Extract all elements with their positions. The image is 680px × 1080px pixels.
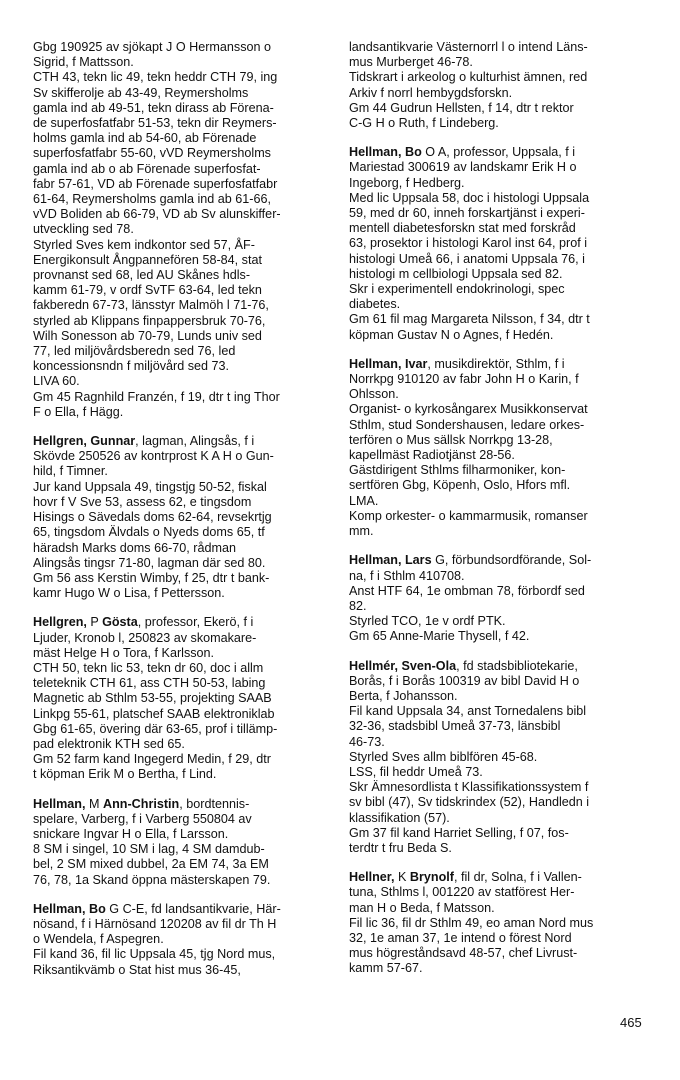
- entry-line: 61-64, Reymersholms gamla ind ab 61-66,: [33, 192, 272, 207]
- entry-line: teleteknik CTH 61, ass CTH 50-53, labing: [33, 676, 266, 691]
- entry-line: kamm 61-79, v ordf SvTF 63-64, led tekn: [33, 283, 262, 298]
- entry-line: diabetes.: [349, 297, 401, 312]
- entry-line: Gbg 61-65, övering där 63-65, prof i tillämp-: [33, 721, 278, 736]
- entry-line: Mariestad 300619 av landskamr Erik H o: [349, 160, 577, 175]
- entry-line: [349, 870, 647, 885]
- entry-line: de superfosfatfabr 51-53, tekn dir Reymers-: [33, 116, 277, 131]
- entry-line: kamm 57-67.: [349, 961, 423, 976]
- entry-line: bel, 2 SM mixed dubbel, 2a EM 74, 3a EM: [33, 857, 269, 872]
- entry-line: 82.: [349, 598, 367, 613]
- entry-line: nösand, f i Härnösand 120208 av fil dr Th H: [33, 916, 277, 931]
- entry-line: histologi Umeå 66, i anatomi Uppsala 76, i: [349, 251, 585, 266]
- entry-name: Gösta: [102, 615, 138, 630]
- entry-line-text: , fil dr, Solna, f i Vallen-: [453, 870, 582, 885]
- entry-line: Jur kand Uppsala 49, tingstjg 50-52, fiskal: [33, 479, 267, 494]
- biography-entry: [33, 40, 325, 420]
- entry-line: Energikonsult Ångpannefören 58-84, stat: [33, 252, 262, 267]
- entry-line: gamla ind ab 49-51, tekn dirass ab Förena-: [33, 100, 274, 115]
- entry-name: Bo: [89, 901, 106, 916]
- entry-line: LIVA 60.: [33, 374, 80, 389]
- biography-entry: [349, 357, 647, 539]
- entry-line: mm.: [349, 524, 374, 539]
- entry-line: na, f i Sthlm 410708.: [349, 568, 465, 583]
- biography-entry: [33, 434, 325, 601]
- entry-line: Hisings o Sävedals doms 62-64, revsekrtjg: [33, 510, 272, 525]
- entry-line: spelare, Varberg, f i Varberg 550804 av: [33, 811, 252, 826]
- entry-line: Norrkpg 910120 av fabr John H o Karin, f: [349, 372, 579, 387]
- entry-line: kamr Hugo W o Lisa, f Pettersson.: [33, 586, 225, 601]
- entry-line: Fil kand 36, fil lic Uppsala 45, tjg Nord mus,: [33, 947, 276, 962]
- entry-line: mäst Helge H o Tora, f Karlsson.: [33, 645, 215, 660]
- entry-line: holms gamla ind ab 54-60, ab Förenade: [33, 131, 257, 146]
- entry-line: Magnetic ab Sthlm 53-55, projekting SAAB: [33, 691, 272, 706]
- entry-line: mentell diabetesforskn stat med forskråd: [349, 221, 576, 236]
- entry-line: Anst HTF 64, 1e ombman 78, förbordf sed: [349, 583, 585, 598]
- entry-line: Styrled TCO, 1e v ordf PTK.: [349, 614, 506, 629]
- entry-line: [349, 145, 647, 160]
- entry-line: Tidskrart i arkeolog o kulturhist ämnen, red: [349, 70, 588, 85]
- entry-line: F o Ella, f Hägg.: [33, 404, 124, 419]
- biography-entry: [33, 615, 325, 782]
- entry-line: mus Murberget 46-78.: [349, 55, 473, 70]
- entry-line: Gm 65 Anne-Marie Thysell, f 42.: [349, 629, 530, 644]
- entry-line: mus högreståndsavd 48-57, chef Livrust-: [349, 946, 578, 961]
- entry-line: CTH 50, tekn lic 53, tekn dr 60, doc i allm: [33, 660, 264, 675]
- entry-line: Gm 45 Ragnhild Franzén, f 19, dtr t ing Thor: [33, 389, 280, 404]
- entry-line: Organist- o kyrkosångarex Musikkonservat: [349, 402, 588, 417]
- entry-line: pad elektronik KTH sed 65.: [33, 736, 185, 751]
- entry-line: Gm 52 farm kand Ingegerd Medin, f 29, dtr: [33, 752, 272, 767]
- entry-line: CTH 43, tekn lic 49, tekn heddr CTH 79, ing: [33, 70, 278, 85]
- right-column: [349, 40, 647, 977]
- left-column: [33, 40, 325, 978]
- entry-name: Brynolf: [409, 870, 454, 885]
- entry-name: Hellman, Ivar: [349, 356, 428, 371]
- entry-line: Gm 56 ass Kerstin Wimby, f 25, dtr t bank-: [33, 570, 270, 585]
- entry-line: 8 SM i singel, 10 SM i lag, 4 SM damdub-: [33, 842, 265, 857]
- entry-line: t köpman Erik M o Bertha, f Lind.: [33, 767, 217, 782]
- entry-line: vVD Boliden ab 66-79, VD ab Sv alunskiffer-: [33, 207, 281, 222]
- entry-line: 63, prosektor i histologi Karol inst 64, prof i: [349, 236, 588, 251]
- entry-initials: K: [394, 870, 410, 885]
- entry-line: [33, 797, 325, 812]
- entry-line: o Wendela, f Aspegren.: [33, 932, 164, 947]
- biography-entry: [349, 145, 647, 343]
- entry-line: sv bibl (47), Sv tidskrindex (52), Handledn i: [349, 795, 590, 810]
- biography-entry: [349, 553, 647, 644]
- entry-line-text: , musikdirektör, Sthlm, f i: [427, 356, 565, 371]
- entry-line: man H o Beda, f Matsson.: [349, 900, 495, 915]
- entry-line: Alingsås tingsr 71-80, lagman där sed 80.: [33, 555, 266, 570]
- entry-line: Fil kand Uppsala 34, anst Tornedalens bibl: [349, 704, 587, 719]
- entry-line: utveckling sed 78.: [33, 222, 134, 237]
- entry-line: Fil lic 36, fil dr Sthlm 49, eo aman Nord mus: [349, 915, 594, 930]
- page-number: 465: [620, 1015, 642, 1030]
- entry-line: snickare Ingvar H o Ella, f Larsson.: [33, 826, 229, 841]
- entry-line-text: G C-E, fd landsantikvarie, Här-: [105, 901, 281, 916]
- entry-line: Arkiv f norrl hembygdsforskn.: [349, 85, 513, 100]
- entry-line: Komp orkester- o kammarmusik, romanser: [349, 508, 588, 523]
- biography-entry: [349, 659, 647, 857]
- entry-line: styrled ab Klippans finpappersbruk 70-76,: [33, 313, 266, 328]
- entry-line: provnanst sed 68, led AU Skånes hdls-: [33, 268, 251, 283]
- entry-name: Hellman, Lars: [349, 553, 432, 568]
- entry-line: [349, 553, 647, 568]
- entry-line: Skövde 250526 av kontrprost K A H o Gun-: [33, 449, 274, 464]
- entry-line-text: G, förbundsordförande, Sol-: [431, 553, 592, 568]
- entry-line: [349, 659, 647, 674]
- entry-line: 32, 1e aman 37, 1e intend o förest Nord: [349, 930, 572, 945]
- entry-line: klassifikation (57).: [349, 810, 450, 825]
- entry-line: terdtr t fru Beda S.: [349, 840, 452, 855]
- entry-line: Sv skifferolje ab 43-49, Reymersholms: [33, 85, 249, 100]
- entry-line: kapellmäst Radiotjänst 28-56.: [349, 448, 515, 463]
- entry-line: Riksantikvämb o Stat hist mus 36-45,: [33, 962, 241, 977]
- entry-line: Styrled Sves allm biblfören 45-68.: [349, 749, 538, 764]
- entry-line-text: , fd stadsbibliotekarie,: [456, 658, 578, 673]
- entry-line: Skr Ämnesordlista t Klassifikationssystem f: [349, 780, 589, 795]
- entry-line: hovr f V Sve 53, assess 62, e tingsdom: [33, 494, 252, 509]
- entry-line: Ljuder, Kronob l, 250823 av skomakare-: [33, 630, 257, 645]
- entry-surname: Hellman,: [33, 901, 86, 916]
- entry-line: [33, 902, 325, 917]
- entry-surname: Hellman,: [33, 796, 86, 811]
- entry-surname: Hellner,: [349, 870, 395, 885]
- entry-line-text: O A, professor, Uppsala, f i: [421, 145, 576, 160]
- entry-line: Wilh Sonesson ab 70-79, Lunds univ sed: [33, 328, 262, 343]
- entry-line: Ingeborg, f Hedberg.: [349, 175, 465, 190]
- entry-line: Skr i experimentell endokrinologi, spec: [349, 282, 565, 297]
- entry-line: C-G H o Ruth, f Lindeberg.: [349, 116, 499, 131]
- entry-line: Gm 44 Gudrun Hellsten, f 14, dtr t rektor: [349, 100, 574, 115]
- entry-line: fabr 57-61, VD ab Förenade superfosfatfabr: [33, 176, 278, 191]
- entry-line: hild, f Timner.: [33, 464, 108, 479]
- entry-line: 65, tingsdom Älvdals o Nyeds doms 65, tf: [33, 525, 265, 540]
- entry-name: Hellmér, Sven-Ola: [349, 658, 457, 673]
- entry-line: LMA.: [349, 493, 379, 508]
- entry-surname: Hellgren,: [33, 615, 87, 630]
- entry-name: Hellman, Bo: [349, 145, 422, 160]
- entry-line: 32-36, stadsbibl Umeå 37-73, länsbibl: [349, 719, 561, 734]
- entry-line: Linkpg 55-61, platschef SAAB elektroniklab: [33, 706, 275, 721]
- entry-line: fakberedn 67-73, länsstyr Malmöh l 71-76,: [33, 298, 269, 313]
- entry-line: 46-73.: [349, 734, 385, 749]
- entry-line: Berta, f Johansson.: [349, 688, 458, 703]
- entry-line: histologi m cellbiologi Uppsala sed 82.: [349, 266, 563, 281]
- entry-line: Gm 37 fil kand Harriet Selling, f 07, fos-: [349, 825, 569, 840]
- entry-line: 76, 78, 1a Skand öppna mästerskapen 79.: [33, 872, 271, 887]
- entry-line-text: , professor, Ekerö, f i: [137, 615, 254, 630]
- entry-line: terfören o Mus sällsk Norrkpg 13-28,: [349, 432, 553, 447]
- entry-line: köpman Gustav N o Agnes, f Hedén.: [349, 327, 554, 342]
- entry-line: Styrled Sves kem indkontor sed 57, ÅF-: [33, 237, 255, 252]
- biography-entry: [33, 797, 325, 888]
- entry-line: LSS, fil heddr Umeå 73.: [349, 764, 483, 779]
- entry-line: 77, led miljövårdsberedn sed 76, led: [33, 344, 236, 359]
- entry-line: [349, 357, 647, 372]
- biography-entry: [349, 870, 647, 976]
- entry-line: [33, 434, 325, 449]
- biography-entry: [349, 40, 647, 131]
- entry-line: 59, med dr 60, inneh forskartjänst i experi-: [349, 206, 585, 221]
- entry-name: Ann-Christin: [103, 796, 180, 811]
- entry-line: Sthlm, stud Sondershausen, ledare orkes-: [349, 417, 585, 432]
- entry-line-text: , lagman, Alingsås, f i: [135, 434, 255, 449]
- entry-line: Med lic Uppsala 58, doc i histologi Uppsala: [349, 190, 590, 205]
- entry-line: Borås, f i Borås 100319 av bibl David H o: [349, 673, 580, 688]
- entry-name: Hellgren, Gunnar: [33, 434, 136, 449]
- entry-line: häradsh Marks doms 66-70, rådman: [33, 540, 236, 555]
- entry-initials: P: [86, 615, 103, 630]
- entry-line: sertfören Gbg, Köpenh, Oslo, Hfors mfl.: [349, 478, 571, 493]
- biography-entry: [33, 902, 325, 978]
- entry-line: koncessionsndn f miljövård sed 73.: [33, 359, 230, 374]
- entry-line: Gästdirigent Sthlms filharmoniker, kon-: [349, 463, 566, 478]
- entry-line: Sigrid, f Mattsson.: [33, 55, 134, 70]
- entry-line: superfosfatfabr 55-60, vVD Reymersholms: [33, 146, 271, 161]
- entry-line: [33, 615, 325, 630]
- entry-line: Gm 61 fil mag Margareta Nilsson, f 34, dtr t: [349, 312, 590, 327]
- entry-line-text: , bordtennis-: [179, 796, 250, 811]
- entry-line: landsantikvarie Västernorrl l o intend Läns-: [349, 40, 588, 54]
- entry-line: gamla ind ab o ab Förenade superfosfat-: [33, 161, 261, 176]
- entry-line: Ohlsson.: [349, 387, 399, 402]
- entry-line: Gbg 190925 av sjökapt J O Hermansson o: [33, 40, 272, 54]
- entry-line: tuna, Sthlms l, 001220 av statförest Her-: [349, 885, 575, 900]
- entry-initials: M: [85, 796, 103, 811]
